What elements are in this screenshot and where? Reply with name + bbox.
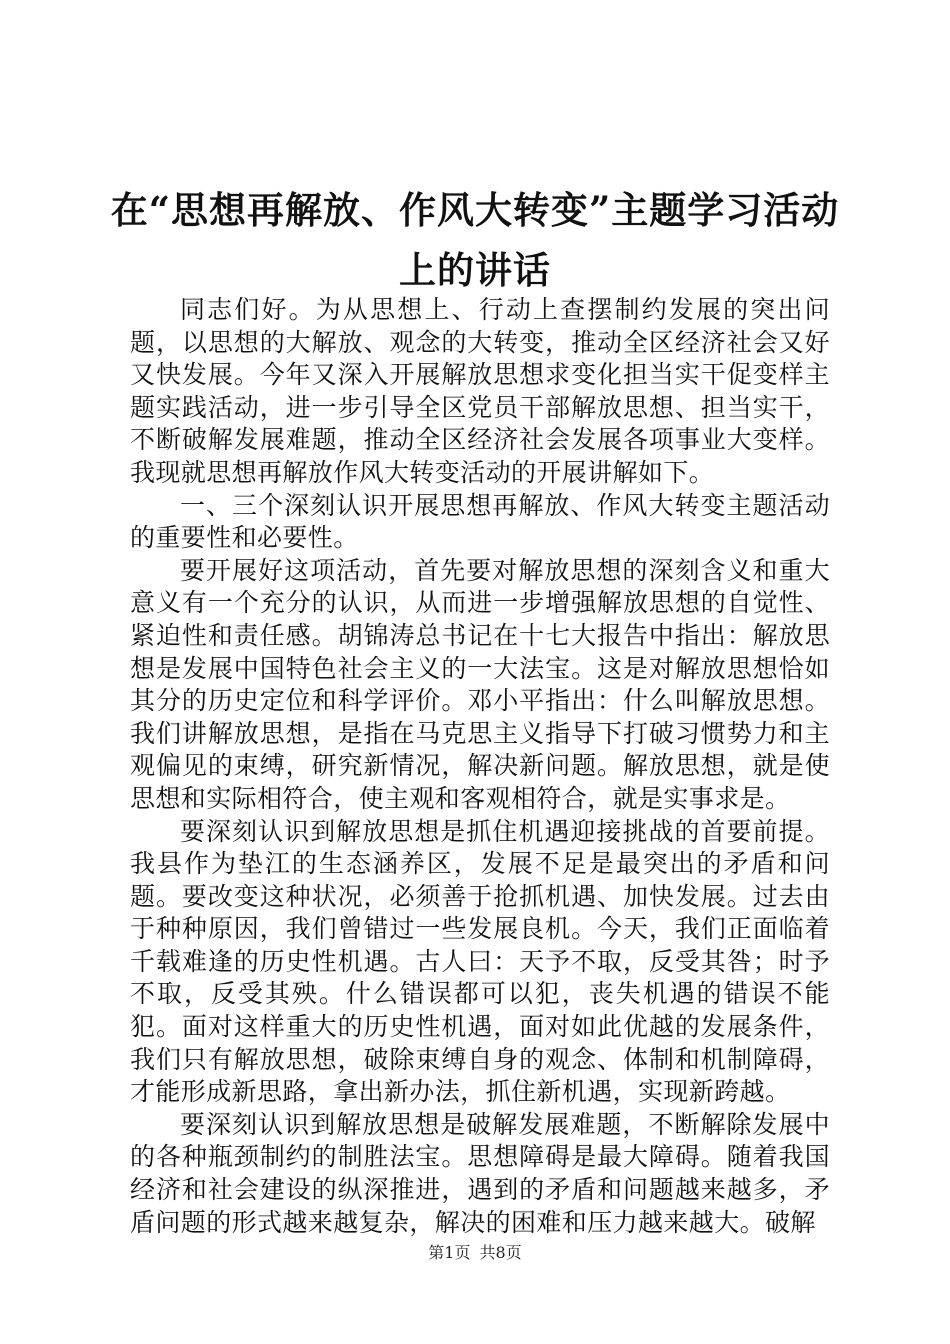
paragraph: 要深刻认识到解放思想是抓住机遇迎接挑战的首要前提。我县作为垫江的生态涵养区，发展不足是最突出的矛盾和问题。要改变这种状况，必须善于抢抓机遇、加快发展。过去由于种种原因，我们曾错过一些发展良机。今天，我们正面临着千载难逢的历史性机遇。古人曰：天予不取，反受其咎；时予不取，反受其殃。什么错误都可以犯，丧失机遇的错误不能犯。面对这样重大的历史性机遇，面对如此优越的发展条件，我们只有解放思想，破除束缚自身的观念、体制和机制障碍，才能形成新思路，拿出新办法，抓住新机遇，实现新跨越。 (130, 816, 830, 1107)
document-title-line2: 上的讲话 (399, 248, 551, 292)
paragraph: 要开展好这项活动，首先要对解放思想的深刻含义和重大意义有一个充分的认识，从而进一步增强解放思想的自觉性、紧迫性和责任感。胡锦涛总书记在十七大报告中指出：解放思想是发展中国特色社会主义的一大法宝。这是对解放思想恰如其分的历史定位和科学评价。邓小平指出：什么叫解放思想。我们讲解放思想，是指在马克思主义指导下打破习惯势力和主观偏见的束缚，研究新情况，解决新问题。解放思想，就是使思想和实际相符合，使主观和客观相符合，就是实事求是。 (130, 555, 830, 813)
document-body (130, 294, 830, 1239)
page-footer (0, 1240, 950, 1263)
page-total: 共8页 (479, 1243, 522, 1262)
page-number: 第1页 (428, 1243, 471, 1262)
paragraph: 同志们好。为从思想上、行动上查摆制约发展的突出问题，以思想的大解放、观念的大转变，推动全区经济社会又好又快发展。今年又深入开展解放思想求变化担当实干促变样主题实践活动，进一步引导全区党员干部解放思想、担当实干，不断破解发展难题，推动全区经济社会发展各项事业大变样。我现就思想再解放作风大转变活动的开展讲解如下。 (130, 295, 830, 487)
document-title-line1: 在“思想再解放、作风大转变”主题学习活动 (110, 188, 840, 232)
paragraph: 要深刻认识到解放思想是破解发展难题，不断解除发展中的各种瓶颈制约的制胜法宝。思想障碍是最大障碍。随着我国经济和社会建设的纵深推进，遇到的矛盾和问题越来越多，矛盾问题的形式越来越复杂，解决的困难和压力越来越大。破解 (130, 1109, 830, 1237)
section-heading: 一、三个深刻认识开展思想再解放、作风大转变主题活动的重要性和必要性。 (130, 490, 830, 553)
